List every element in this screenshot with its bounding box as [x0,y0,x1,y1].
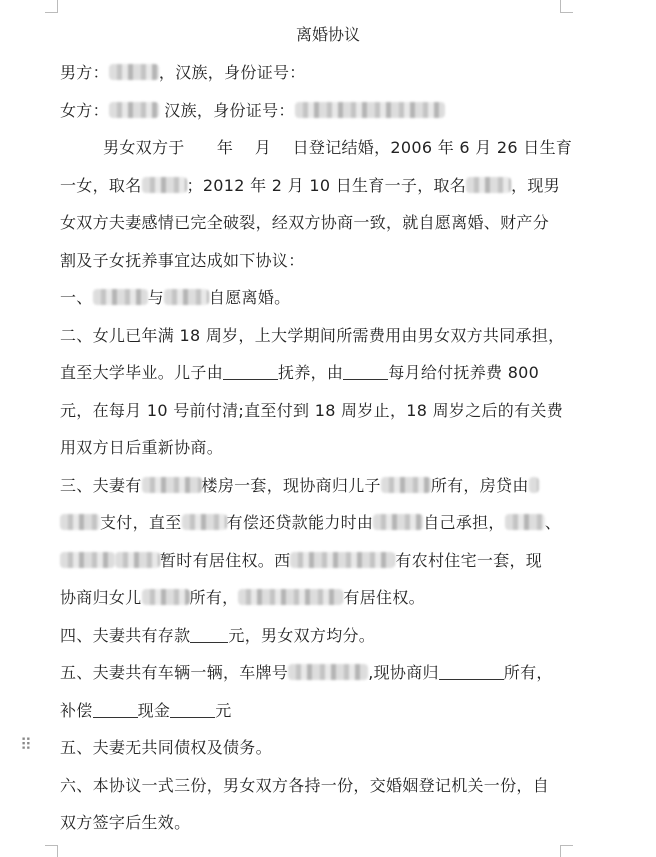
paragraph-line [60,398,563,421]
line-text: 用双方日后重新协商。 [60,438,224,457]
line-text: 协商归女儿 [60,588,142,607]
line-text: 有偿还贷款能力时由 [226,513,374,532]
line-text: 女双方夫妻感情已完全破裂，经双方协商一致，就自愿离婚、财产分 [60,213,550,232]
line-text: 抚养，由 [278,363,344,382]
line-text: 所有，房贷由 [430,475,529,495]
paragraph-line [60,60,306,83]
paragraph-line [60,360,539,383]
paragraph-line [60,285,290,308]
fill-in-blank [93,703,138,718]
fill-in-blank [170,703,215,718]
paragraph-line [60,98,445,121]
redacted-text [466,177,511,193]
line-text: 所有， [189,588,239,607]
line-text: ；2012 年 2 月 10 日生育一子，取名 [186,175,467,195]
paragraph-line [60,323,564,346]
line-text: 四、夫妻共有存款 [60,625,191,645]
line-text: 女方： [60,100,109,120]
fill-in-blank [343,365,388,380]
paragraph-line [60,548,542,571]
line-text: 二、女儿已年满 18 周岁，上大学期间所需费用由男女双方共同承担， [60,325,565,345]
line-text: 楼房一套，现协商归儿子 [201,475,381,495]
fill-in-blank [439,665,504,680]
line-text: 五、夫妻无共同债权及债务。 [60,738,272,757]
paragraph-line [60,810,190,833]
redacted-text [295,102,445,118]
paragraph-line [60,585,425,608]
line-text: 汉族，身份证号： [158,100,295,120]
redacted-text [109,102,159,118]
paragraph-line [60,135,572,158]
line-text: 五、夫妻共有车辆一辆，车牌号 [60,663,289,682]
fill-in-blank [190,628,228,643]
redacted-text [381,477,431,493]
line-text: 暂时有居住权。西 [160,550,291,570]
line-text: 自愿离婚。 [208,288,291,307]
line-text: 所有， [503,663,553,682]
line-text: 割及子女抚养事宜达成如下协议： [60,250,305,270]
redacted-text [142,589,190,605]
redacted-text [238,589,343,605]
line-text: 双方签字后生效。 [60,813,191,832]
line-text: 有居住权。 [343,588,425,607]
paragraph-line [60,173,560,196]
line-text: ，汉族，身份证号： [158,63,306,82]
line-text: 元，在每月 10 号前付清;直至付到 18 周岁止，18 周岁之后的有关费 [60,400,563,420]
line-text: 元 [215,700,232,720]
redacted-text [60,552,115,568]
paragraph-line [60,660,553,683]
redacted-text [142,477,202,493]
paragraph-line [60,473,539,496]
margin-corner-mark [45,0,58,13]
line-text: 六、本协议一式三份，男女双方各持一份，交婚姻登记机关一份，自 [60,775,550,795]
line-text: 一女，取名 [60,175,142,195]
paragraph-line [60,623,375,646]
margin-corner-mark [560,0,573,13]
redacted-text [109,64,159,80]
redacted-text [142,177,187,193]
redacted-text [93,289,148,305]
line-text: 男女双方于 年 月 日登记结婚，2006 年 6 月 26 日生育 [60,138,573,157]
paragraph-line [60,435,223,458]
line-text: 自己承担， [423,513,505,532]
redacted-text [182,514,227,530]
line-text: 支付，直至 [100,513,182,532]
redacted-text [60,514,100,530]
line-text: 每月给付抚养费 800 [388,363,540,382]
line-text: 、 [544,513,562,532]
redacted-text [373,514,423,530]
redacted-text [115,552,160,568]
line-text: 直至大学毕业。儿子由 [60,363,224,382]
line-text: 三、夫妻有 [60,475,142,495]
paragraph-line [60,735,272,758]
line-text: ，现男 [511,175,561,195]
line-text: ,现协商归 [368,663,439,682]
line-text: 现金 [137,700,171,720]
drag-handle-icon[interactable]: ⠿ [20,735,32,754]
margin-corner-mark [45,845,58,857]
paragraph-line [60,510,561,533]
paragraph-line [60,210,549,233]
line-text: 男方： [60,63,109,82]
fill-in-blank [223,365,278,380]
paragraph-line [60,248,305,271]
line-text: 有农村住宅一套，现 [395,550,543,570]
redacted-text [290,552,395,568]
line-text: 与 [147,288,164,307]
redacted-text [164,289,209,305]
redacted-text [288,664,368,680]
line-text: 补偿 [60,700,93,720]
redacted-text [505,514,545,530]
paragraph-line [60,698,232,721]
margin-corner-mark [560,845,573,857]
document-title: 离婚协议 [295,25,360,44]
paragraph-line [60,773,549,796]
line-text: 一、 [60,288,93,307]
redacted-text [529,477,539,493]
line-text: 元，男女双方均分。 [228,625,376,645]
